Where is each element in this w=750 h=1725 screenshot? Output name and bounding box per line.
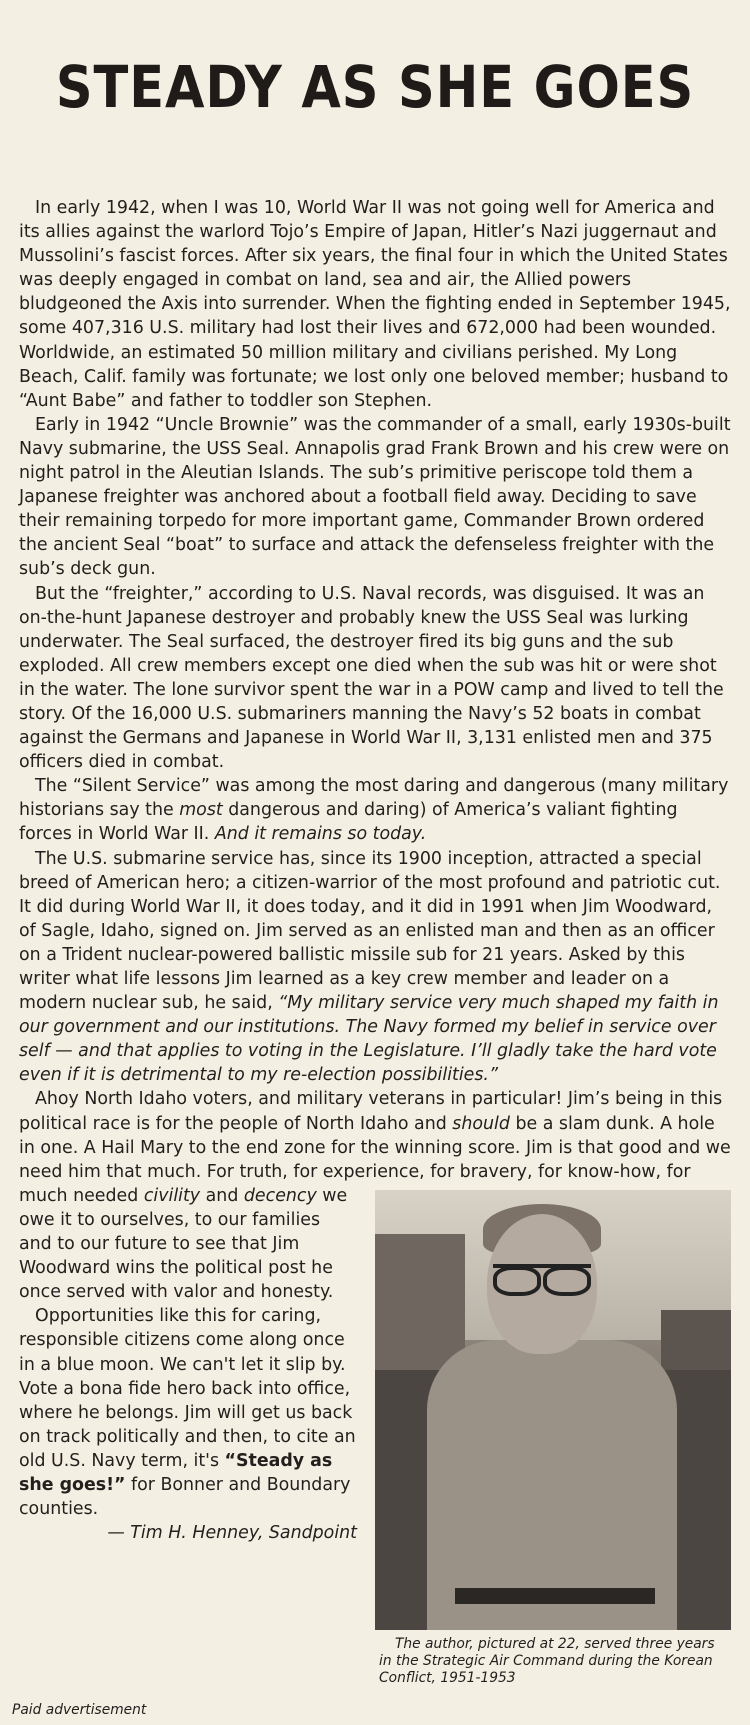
quote-italic: “My military service very much shaped my faith in our government and our institutions. The Navy formed my belief in service over self — and that applies to voting in the Legislature. I’ll gladly take the hard vote even if it is detrimental to my re-election possibilities.” [19, 993, 719, 1086]
bold-span: “Steady as she goes!” [19, 1450, 333, 1495]
signature: — Tim H. Henney, Sandpoint [107, 1523, 357, 1544]
author-photo [375, 1190, 731, 1630]
text-span: Ahoy North Idaho voters, and military veterans in particular! Jim’s being in this political race is for the people of North Idaho and [19, 1089, 723, 1134]
photo-block [375, 1190, 731, 1700]
text-span: The “Silent Service” was among the most daring and dangerous (many military historians say the [19, 776, 729, 821]
text-span: dangerous and daring) of America’s valiant fighting forces in World War II. [19, 800, 678, 845]
italic-span: should [452, 1113, 510, 1134]
page-title: STEADY AS SHE GOES [55, 53, 695, 121]
paragraph-3: But the “freighter,” according to U.S. Naval records, was disguised. It was an on-the-hunt Japanese destroyer and probably knew the USS Seal was lurking underwater. The Seal surfaced, the destroyer fired its big guns and the sub exploded. All crew members except one died when the sub was hit or were shot in the water. The lone survivor spent the war in a POW camp and lived to tell the story. Of the 16,000 U.S. submariners manning the Navy’s 52 boats in combat against the Germans and Japanese in World War II, 3,131 enlisted men and 375 officers died in combat. [19, 583, 724, 773]
paragraph-2: Early in 1942 “Uncle Brownie” was the commander of a small, early 1930s-built Navy submarine, the USS Seal. Annapolis grad Frank Brown and his crew were on night patrol in the Aleutian Islands. The sub’s primitive periscope told them a Japanese freighter was anchored about a football field away. Deciding to save their remaining torpedo for more important game, Commander Brown ordered the ancient Seal “boat” to surface and attack the defenseless freighter with the sub’s deck gun. [19, 414, 731, 580]
text-span: be a slam dunk. A hole in one. A Hail Mary to the end zone for the winning score. Jim is that good and we need him that much. For truth, for experience, for bravery, for know-how, for much needed [19, 1113, 731, 1206]
italic-span: most [179, 800, 223, 821]
paid-advertisement-label: Paid advertisement [12, 1702, 147, 1718]
article-body [19, 196, 731, 1700]
text-span: The U.S. submarine service has, since its 1900 inception, attracted a special breed of American hero; a citizen-warrior of the most profound and patriotic cut. It did during World War II, it does today, and it did in 1991 when Jim Woodward, of Sagle, Idaho, signed on. Jim served as an enlisted man and then as an officer on a Trident nuclear-powered ballistic missile sub for 21 years. Asked by this writer what life lessons Jim learned as a key crew member and leader on a modern nuclear sub, he said, [19, 848, 721, 1014]
italic-span: decency [243, 1185, 317, 1206]
paragraph-4 [19, 774, 731, 846]
italic-span: And it remains so today. [214, 824, 427, 845]
text-span: we owe it to ourselves, to our families and to our future to see that Jim Woodward wins the political post he once served with valor and honesty. [19, 1185, 348, 1303]
text-span: Opportunities like this for caring, responsible citizens come along once in a blue moon. We can't let it slip by. Vote a bona fide hero back into office, where he belongs. Jim will get us back on track politically and then, to cite an old U.S. Navy term, it's [19, 1306, 356, 1471]
text-span: for Bonner and Boundary counties. [19, 1474, 351, 1520]
paragraph-1: In early 1942, when I was 10, World War II was not going well for America and its allies against the warlord Tojo’s Empire of Japan, Hitler’s Nazi juggernaut and Mussolini’s fascist forces. After six years, the final four in which the United States was deeply engaged in combat on land, sea and air, the Allied powers bludgeoned the Axis into surrender. When the fighting ended in September 1945, some 407,316 U.S. military had lost their lives and 672,000 had been wounded. Worldwide, an estimated 50 million military and civilians perished. My Long Beach, Calif. family was fortunate; we lost only one beloved member; husband to “Aunt Babe” and father to toddler son Stephen. [19, 198, 731, 411]
paragraph-5 [19, 847, 731, 1088]
text-span: and [200, 1185, 244, 1206]
photo-caption: The author, pictured at 22, served three years in the Strategic Air Command during the Korean Conflict, 1951-1953 [379, 1635, 715, 1686]
italic-span: civility [143, 1185, 201, 1206]
